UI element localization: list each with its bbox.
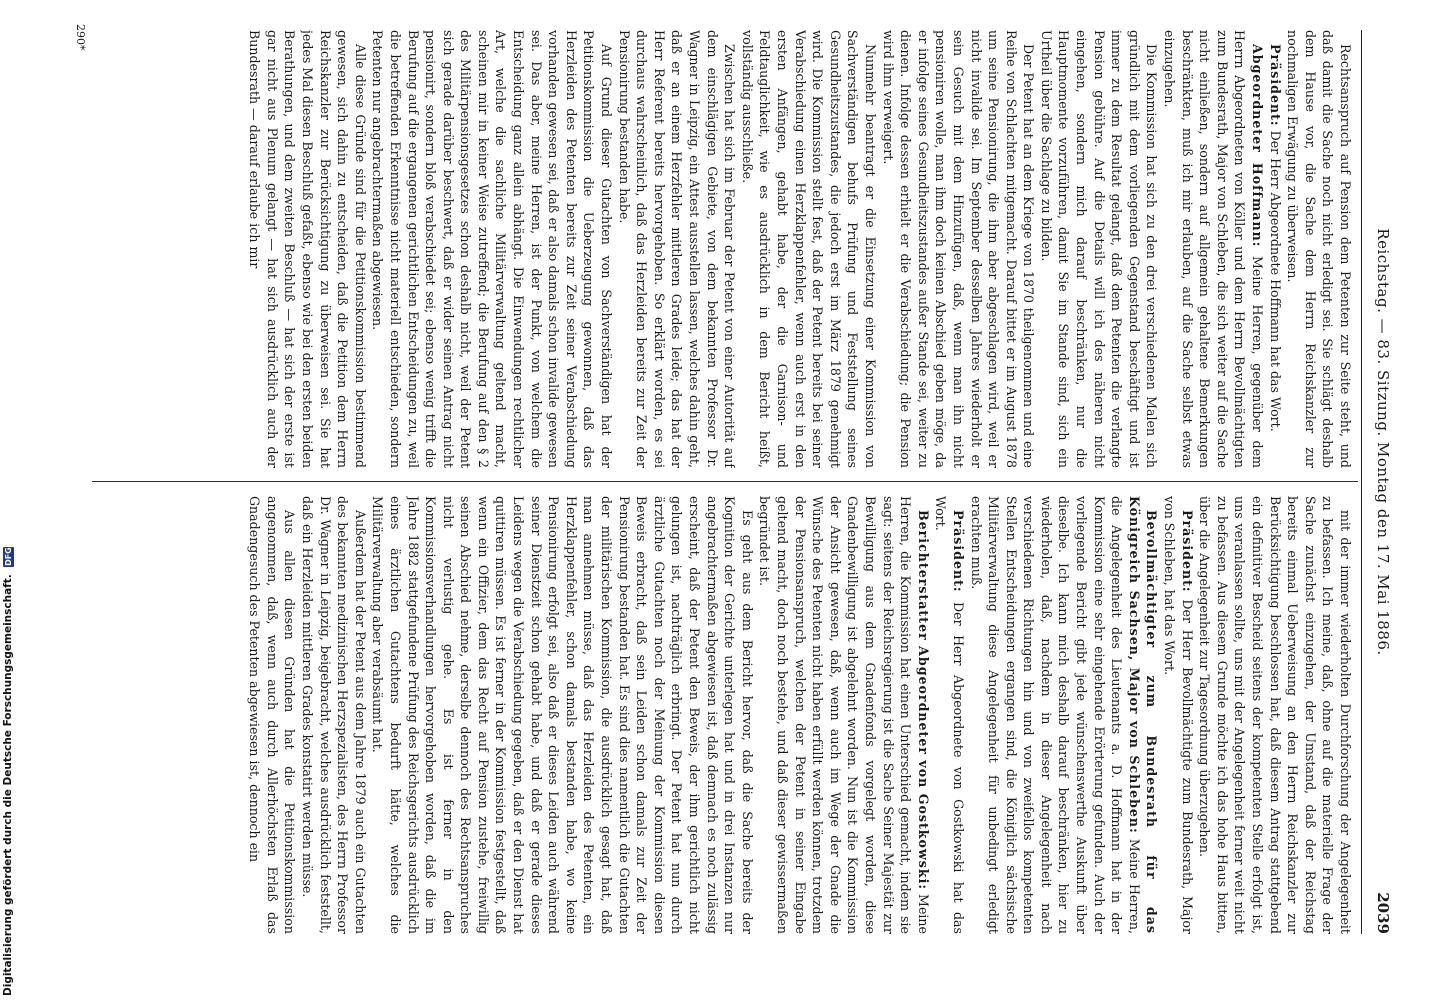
running-title: Reichstag. — 83. Sitzung. Montag den 17. Mai 1886.: [1374, 228, 1392, 656]
speech-paragraph: [1160, 30, 1266, 468]
speech-paragraph: [967, 496, 1161, 934]
speaker-name: Präsident:: [1179, 510, 1195, 593]
right-column: [94, 496, 1354, 934]
speaker-name: Bevollmächtigter zum Bundesrath für das Königreich Sachsen, Major von Schleben:: [1126, 496, 1160, 934]
text-paragraph: Auf Grund dieser Gutachten von Sachverständigen hat der Petitionskommission die Ueberzeugung gewonnen, daß das Herzleiden des Petenten bereits zur Zeit seiner Verabschiedung vorhanden gewesen sei, daß er also damals schon invalide gewesen sei. Das aber, meine Herren, ist der Punkt, von welchem die Entscheidung ganz allein abhängt. Die Einwendungen rechtlicher Art, welche die sachliche Militärverwaltung geltend macht, scheinen mir in keiner Weise zutreffend; die Berufung auf den § 2 des Militärpensionsgesetzes schon deshalb nicht, weil der Petent sich gerade darüber beschwert, daß er wider seinen Antrag nicht pensionirt, sondern bloß verabschiedet sei; ebenso wenig trifft die Berufung auf die ergangenen gerichtlichen Entscheidungen zu, weil die betreffenden Erkenntnisse nicht materiell entschieden, sondern Petenten nur angebrachtermaßen abgewiesen.: [370, 30, 615, 468]
speech-text: Der Herr Abgeordnete von Gostkowski hat das Wort.: [933, 496, 966, 934]
text-paragraph: mit der immer wiederholten Durchforschung der Angelegenheit zu befassen. Ich meine, daß, ohne auf die materielle Frage der Sache zunächst einzugehen, der Umstand, daß der Reichstag bereits einmal Ueberweisung an den Herrn Reichskanzler zur Berücksichtigung beschlossen hat, daß diesem Antrag stattgebend ein definitiver Bescheid seitens der kompetenten Stelle erfolgt ist, uns veranlassen sollte, uns mit der Angelegenheit ferner weit nicht zu befassen. Aus diesem Grunde möchte ich das hohe Haus bitten, über die Angelegenheit zur Tagesordnung überzugehen.: [1197, 496, 1353, 934]
document-page: [70, 12, 1400, 952]
speech-text: Meine Herren, gegenüber dem Herrn Abgeordneten von Köller und dem Herrn Bevollmächtigten zum Bundesrath, Major von Schleben, die sich weiter auf die Sache nicht einließen, sondern auf allgemein gehaltene Bemerkungen beschränkten, muß ich mir erlauben, auf die Sache selbst etwas einzugehen.: [1162, 30, 1266, 468]
speaker-name: Berichterstatter Abgeordneter von Gostkowski:: [915, 510, 931, 890]
text-paragraph: Die Kommission hat sich zu den drei verschiedenen Malen sich gründlich mit dem vorliegenden Gegenstand beschäftigt und ist immer zu dem Resultat gelangt, daß dem Petenten die verlangte Pension gebühre. Auf die Details will ich des näheren nicht eingehen, sondern mich darauf beschränken, nur die Hauptmomente vorzuführen, damit Sie im Stande sind, sich ein Urtheil über die Sachlage zu bilden.: [1038, 30, 1160, 468]
speech-text: Der Herr Abgeordnete Hoffmann hat das Wort.: [1267, 130, 1283, 432]
text-paragraph: Nunmehr beantragt er die Einsetzung einer Kommission von Sachverständigen behufs Prüfung und Feststellung seines Gesundheitszustandes, die jedoch erst im März 1879 genehmigt wird. Die Kommission stellt fest, daß der Petent bereits bei seiner Verabschiedung einen Herzklappenfehler, wenn auch erst in den ersten Anfängen, gehabt habe, der die Garnison- und Feldtauglichkeit, wie es ausdrücklich in dem Bericht heißt, vollständig ausschließe.: [739, 30, 878, 468]
speech-paragraph: [1266, 30, 1284, 468]
text-paragraph: Außerdem hat der Petent aus dem Jahre 1879 auch ein Gutachten des bekannten medizinischen Herzspezialisten, des Herrn Professor Dr. Wagner in Leipzig, beigebracht, welches ausdrücklich feststellt, daß ein Herzleiden mittleren Grades konstatirt werden müsse.: [299, 496, 368, 934]
digitization-note: Digitalisierung gefördert durch die Deutsche Forschungsgemeinschaft. DFG: [2, 547, 14, 996]
speech-text: Der Herr Bevollmächtigte zum Bundesrath, Major von Schleben, hat das Wort.: [1162, 496, 1195, 934]
left-column: [94, 30, 1354, 468]
text-paragraph: Alle diese Gründe sind für die Petitionskommission bestimmend gewesen, sich dahin zu entscheiden, daß die Petition dem Herrn Reichskanzler zur Berücksichtigung zu überweisen sei. Sie hat jedes Mal diesen Beschluß gefaßt, ebenso wie bei den ersten beiden Berathungen, und dem zweiten Beschluß — hat sich der erste ist gar nicht aus Plenum gelangt — hat sich ausdrücklich auch der Bundesrath — darauf erlaube ich mir: [247, 30, 368, 468]
speech-text: Meine Herren, die Kommission hat einen Unterschied gemacht, indem sie sagt: seitens der Reichsregierung ist die Sache Seiner Majestät zur Bewilligung aus dem Gnadenfonds vorgelegt worden, diese Gnadenbewilligung ist abgelehnt worden. Nun ist die Kommission der Ansicht gewesen, daß, wenn auch im Wege der Gnade die Wünsche des Petenten nicht haben erfüllt werden können, trotzdem der Pensionsanspruch, welchen der Petent in seiner Eingabe geltend macht, doch noch bestehe, und daß dieser gewissermaßen begründet ist.: [757, 496, 931, 934]
speaker-name: Präsident:: [1267, 44, 1283, 127]
text-paragraph: Rechtsanspruch auf Pension dem Petenten zur Seite steht, und daß damit die Sache noch nicht erledigt sei. Sie schlägt deshalb dem Hause vor, die Sache dem Herrn Reichskanzler zur nochmaligen Erwägung zu überweisen.: [1285, 30, 1353, 468]
text-paragraph: Zwischen hat sich im Februar der Petent von einer Autorität auf dem einschlägigen Gebiete, von dem bekannten Professor Dr. Wagner in Leipzig, ein Attest ausstellen lassen, welches dahin geht, daß er an einem Herzfehler mittleren Grades leide; das hat der Herr Referent bereits hervorgehoben. So erklärt worden, es sei durchaus wahrscheinlich, daß das Herzleiden bereits zur Zeit der Pensionirung bestanden habe.: [616, 30, 738, 468]
column-divider: [92, 481, 1358, 482]
speaker-name: Präsident:: [950, 510, 966, 593]
text-paragraph: Der Petent hat an dem Kriege von 1870 theilgenommen und eine Reihe von Schlachten mitgemacht. Darauf bittet er im August 1878 um seine Pensionirung, die ihm aber abgeschlagen wird, weil er nicht invalide sei. Im September desselben Jahres wiederholt er sein Gesuch mit dem Hinzufügen, daß, wenn man ihn nicht pensioniren wolle, man ihm doch keinen Abschied geben möge, da er infolge seines Gesundheitszustandes außer Stande sei, weiter zu dienen. Infolge dessen erhielt er die Verabschiedung; die Pension wird ihm verweigert.: [880, 30, 1037, 468]
page-header: [1362, 30, 1392, 934]
speech-text: Meine Herren, die Angelegenheit des Lieutenants a. D. Hoffmann hat in der Kommission eine sehr eingehende Erörterung gefunden. Auch der vorliegende Bericht gibt jede wünschenswerthe Auskunft über dieselbe. Ich kann mich deshalb darauf beschränken, hier zu wiederholen, daß, nachdem in dieser Angelegenheit nach verschiedenen Richtungen hin und von zweifellos kompetenten Stellen Entscheidungen ergangen sind, die Königlich sächsische Militärverwaltung diese Angelegenheit für unbedingt erledigt erachten muß.: [968, 496, 1142, 934]
speech-paragraph: [756, 496, 932, 934]
dfg-logo-icon: DFG: [3, 547, 13, 566]
sheet-mark: 290*: [74, 24, 87, 51]
text-paragraph: Aus allen diesen Gründen hat die Petitionskommission angenommen, daß, wenn auch durch Allerhöchsten Erlaß das Gnadengesuch des Petenten abgewiesen ist, dennoch ein: [247, 496, 298, 934]
speech-paragraph: [1160, 496, 1195, 934]
header-rule: [1361, 30, 1362, 934]
speaker-name: Abgeordneter Hoffmann:: [1250, 44, 1266, 248]
digitization-text: Digitalisierung gefördert durch die Deutsche Forschungsgemeinschaft: [2, 578, 14, 996]
page-number: 2039: [1374, 892, 1392, 934]
text-paragraph: Es geht aus dem Bericht hervor, daß die Sache bereits der Kognition der Gerichte unterlegen hat und in drei Instanzen nur angebrachtermaßen abgewiesen ist, daß demnach es noch zulässig erscheint, daß der Petent den Beweis, der ihm gerichtlich nicht gelungen ist, nachträglich erbringt. Der Petent hat nun durch ärztliche Gutachten noch der Meinung der Kommission diesen Beweis erbracht, daß sein Leiden schon damals zur Zeit der Pensionirung bestanden hat. Es sind dies namentlich die Gutachten der militärischen Kommission, die ausdrücklich gesagt hat, daß man annehmen müsse, daß das Herzleiden des Petenten, ein Herzklappenfehler, schon damals bestanden habe, wo keine Pensionirung erfolgt sei, also daß er dieses Leiden auch während seiner Dienstzeit schon gehabt habe, und daß er gerade dieses Leidens wegen die Verabschiedung gegeben, daß er den Dienst hat quittiren müssen. Es ist ferner in der Kommission festgestellt, daß wenn ein Offizier, dem das Recht auf Pension zustehe, freiwillig seinen Abschied nehme, derselbe dennoch des Rechtsanspruches nicht verlustig gehe. Es ist ferner in den Kommissionsverhandlungen hervorgehoben worden, daß die im Jahre 1882 stattgefundene Prüfung des Reichsgerichts ausdrücklich eines ärztlichen Gutachtens bedurft hätte, welches die Militärverwaltung aber verabsäumt hat.: [370, 496, 755, 934]
speech-paragraph: [932, 496, 967, 934]
